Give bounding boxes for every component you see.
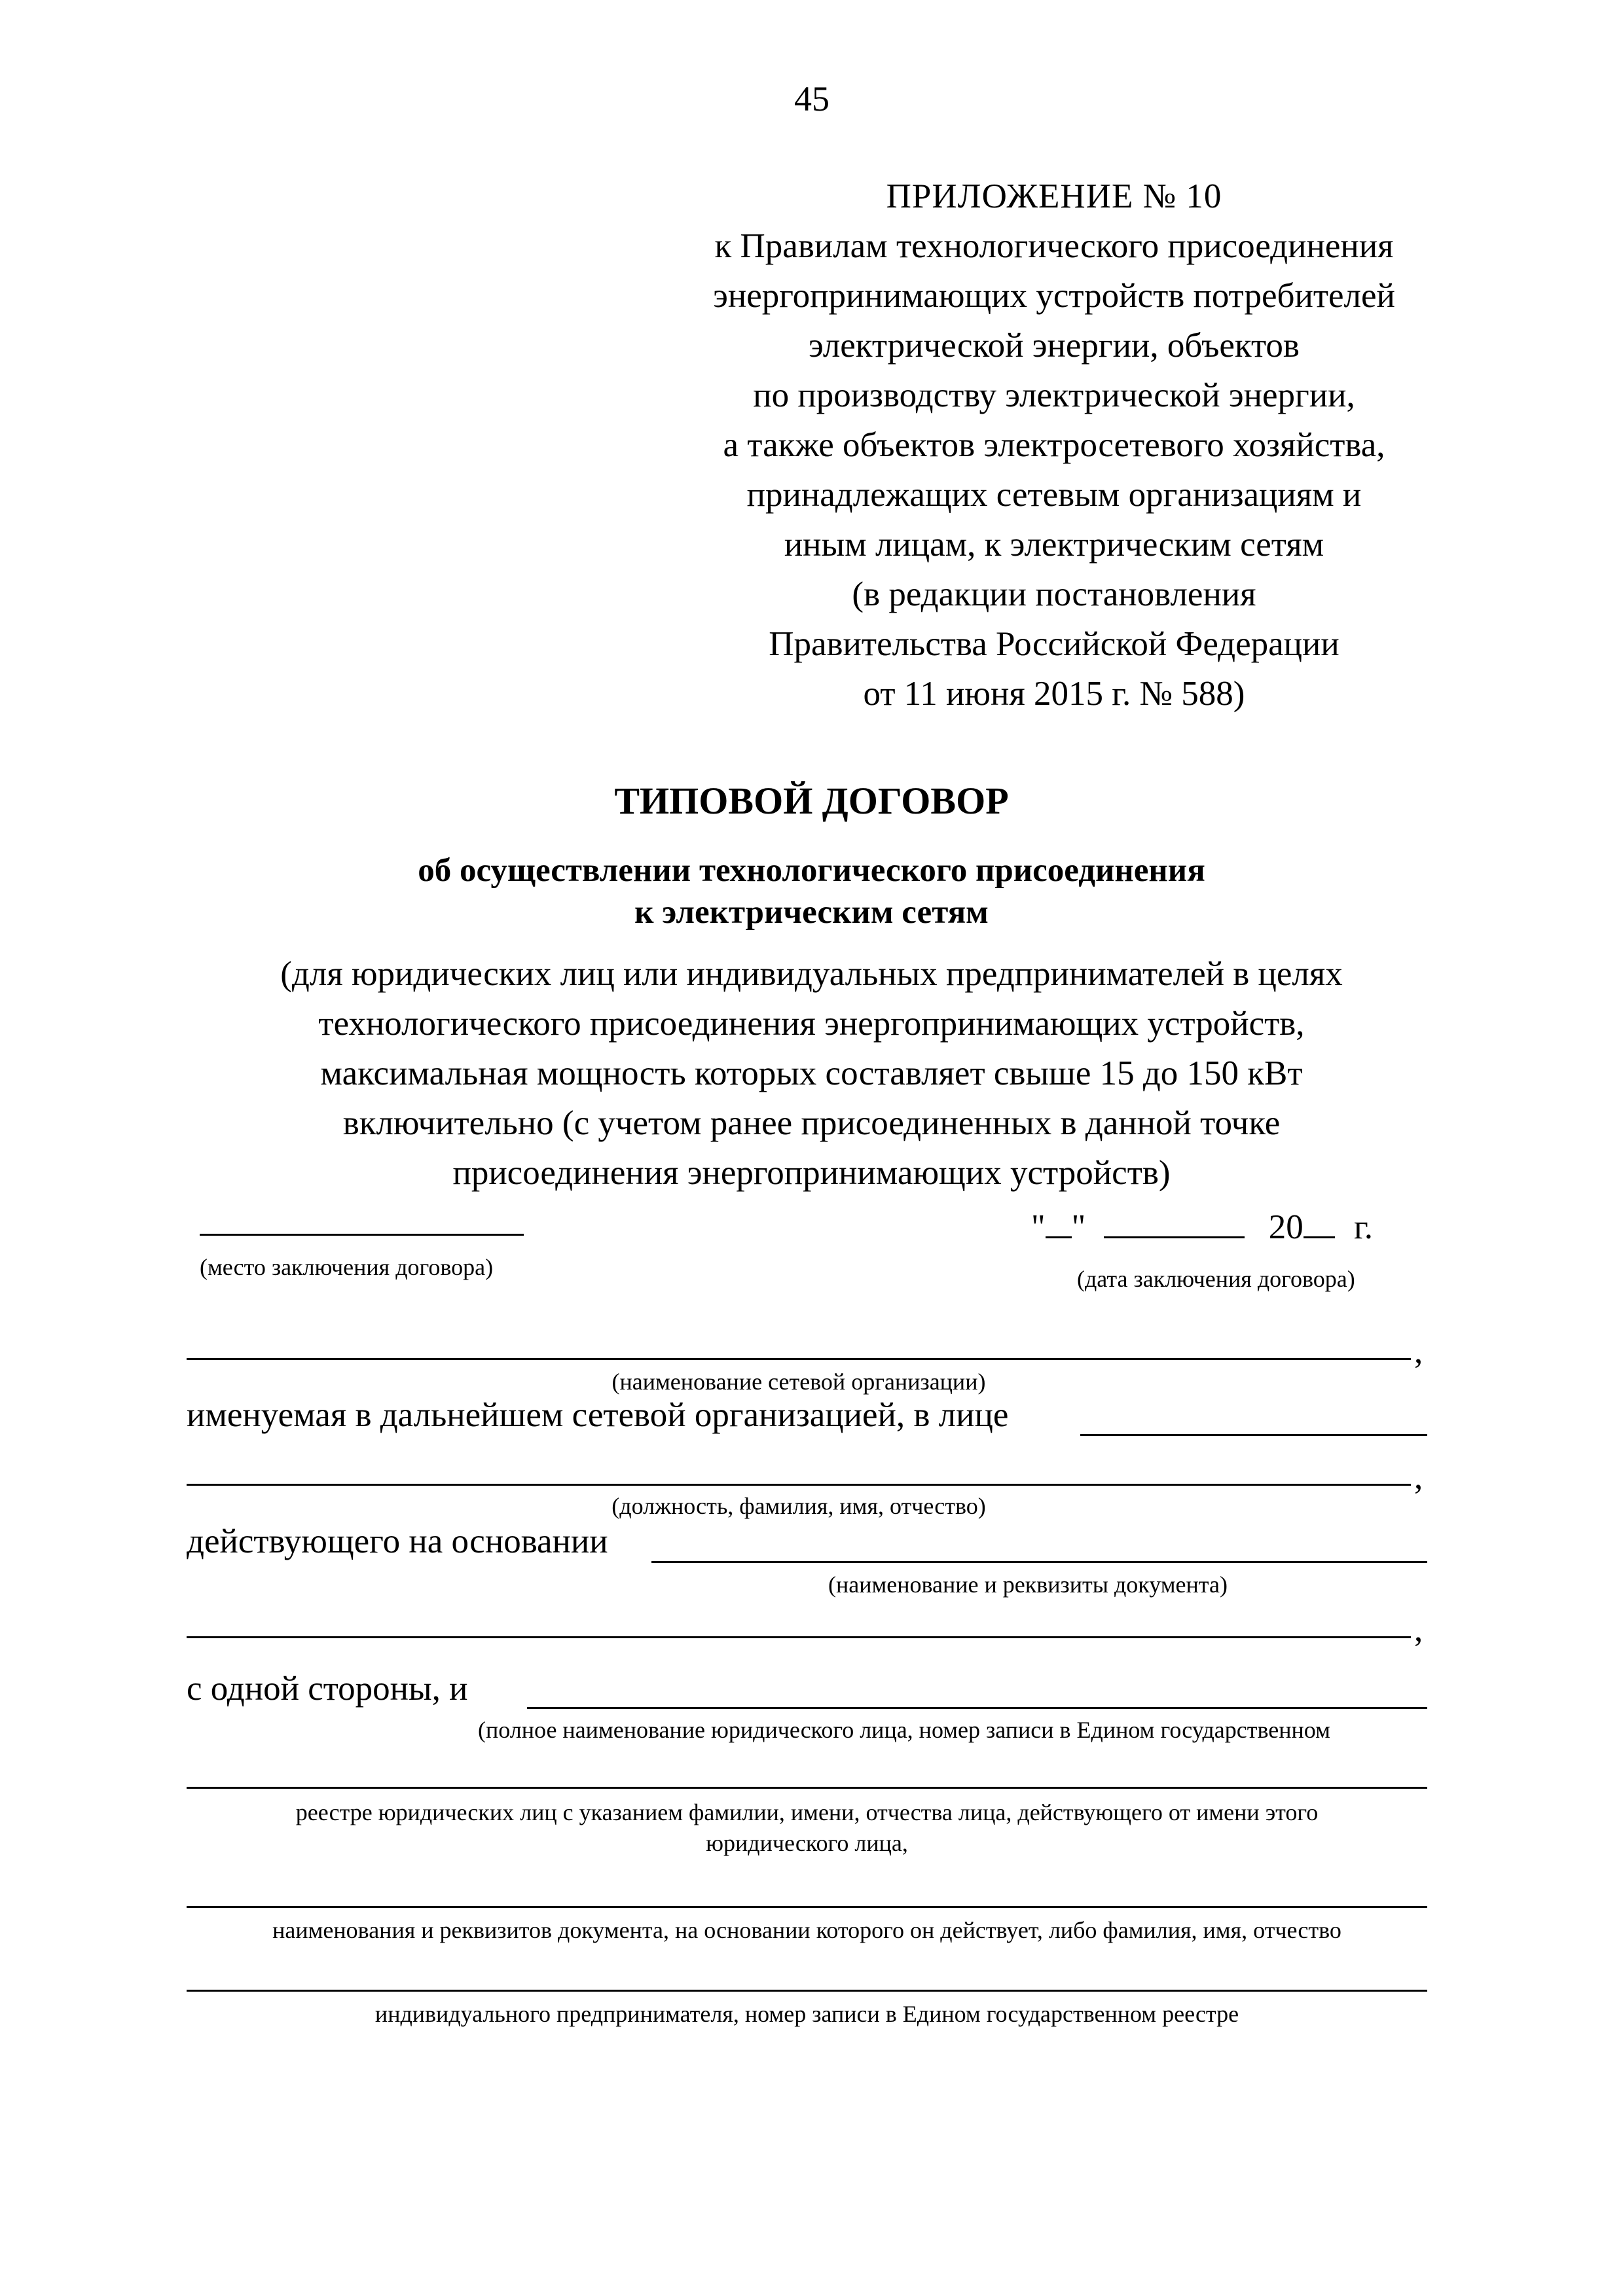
network-org-caption: (наименование сетевой организации) (611, 1369, 986, 1395)
comma: , (1414, 1611, 1423, 1649)
date-quote-close: " (1071, 1208, 1086, 1246)
contract-subtitle (131, 850, 1492, 933)
appendix-title: ПРИЛОЖЕНИЕ № 10 (886, 177, 1222, 215)
contract-subtitle-line: об осуществлении технологического присоединения (418, 852, 1205, 889)
date-quote-open: " (1031, 1208, 1046, 1246)
date-month-blank[interactable] (1104, 1210, 1245, 1238)
contract-title: ТИПОВОЙ ДОГОВОР (614, 780, 1009, 822)
appendix-line: (в редакции постановления (852, 575, 1256, 613)
appendix-line: электрической энергии, объектов (809, 327, 1300, 365)
network-org-field[interactable] (187, 1358, 1411, 1360)
second-party-field-2[interactable] (187, 1787, 1427, 1789)
date-field[interactable] (1031, 1208, 1373, 1247)
contract-scope-line: (для юридических лиц или индивидуальных предпринимателей в целях (280, 955, 1343, 993)
legal-caption-2b: юридического лица, (706, 1830, 908, 1856)
legal-caption-3: наименования и реквизитов документа, на основании которого он действует, либо фамилия, имя, отчество (272, 1917, 1341, 1943)
document-details-field[interactable] (187, 1636, 1411, 1638)
named-text: именуемая в дальнейшем сетевой организацией, в лице (187, 1396, 1009, 1434)
appendix-line: иным лицам, к электрическим сетям (784, 526, 1324, 564)
date-year-blank[interactable] (1304, 1210, 1335, 1238)
second-party-field-4[interactable] (187, 1990, 1427, 1992)
contract-scope-line: технологического присоединения энергопринимающих устройств, (318, 1005, 1305, 1043)
legal-caption-2a: реестре юридических лиц с указанием фамилии, имени, отчества лица, действующего от имени этого (295, 1799, 1319, 1825)
position-caption: (должность, фамилия, имя, отчество) (611, 1493, 986, 1519)
one-side-text: с одной стороны, и (187, 1670, 468, 1708)
acting-basis-field[interactable] (651, 1561, 1427, 1563)
appendix-line: принадлежащих сетевым организациям и (746, 476, 1362, 514)
place-field[interactable] (200, 1234, 524, 1236)
contract-subtitle-line: к электрическим сетям (634, 894, 989, 931)
appendix-line: Правительства Российской Федерации (769, 625, 1340, 663)
appendix-line: к Правилам технологического присоединения (714, 227, 1394, 265)
appendix-line: а также объектов электросетевого хозяйства, (723, 426, 1385, 464)
representative-field[interactable] (187, 1484, 1411, 1486)
second-party-field-3[interactable] (187, 1906, 1427, 1908)
comma: , (1414, 1333, 1423, 1371)
contract-scope-line: максимальная мощность которых составляет свыше 15 до 150 кВт (320, 1054, 1303, 1092)
appendix-line: по производству электрической энергии, (753, 376, 1355, 414)
date-suffix: г. (1354, 1208, 1374, 1246)
date-day-blank[interactable] (1046, 1210, 1072, 1238)
date-year-prefix: 20 (1268, 1208, 1304, 1246)
date-caption: (дата заключения договора) (1077, 1266, 1355, 1292)
page-number: 45 (794, 79, 830, 118)
appendix-header (629, 171, 1480, 719)
appendix-line: от 11 июня 2015 г. № 588) (863, 675, 1245, 713)
comma: , (1414, 1458, 1423, 1496)
contract-scope (131, 949, 1492, 1198)
contract-scope-line: присоединения энергопринимающих устройств) (452, 1154, 1171, 1192)
second-party-field[interactable] (527, 1707, 1427, 1709)
appendix-line: энергопринимающих устройств потребителей (713, 277, 1395, 315)
acting-text: действующего на основании (187, 1522, 608, 1560)
legal-caption-4: индивидуального предпринимателя, номер записи в Едином государственном реестре (374, 2001, 1239, 2027)
place-caption: (место заключения договора) (200, 1254, 494, 1280)
document-caption: (наименование и реквизиты документа) (828, 1571, 1228, 1598)
legal-caption-1: (полное наименование юридического лица, номер записи в Едином государственном (478, 1717, 1330, 1743)
represented-by-field[interactable] (1080, 1434, 1427, 1436)
contract-scope-line: включительно (с учетом ранее присоединенных в данной точке (342, 1104, 1281, 1142)
